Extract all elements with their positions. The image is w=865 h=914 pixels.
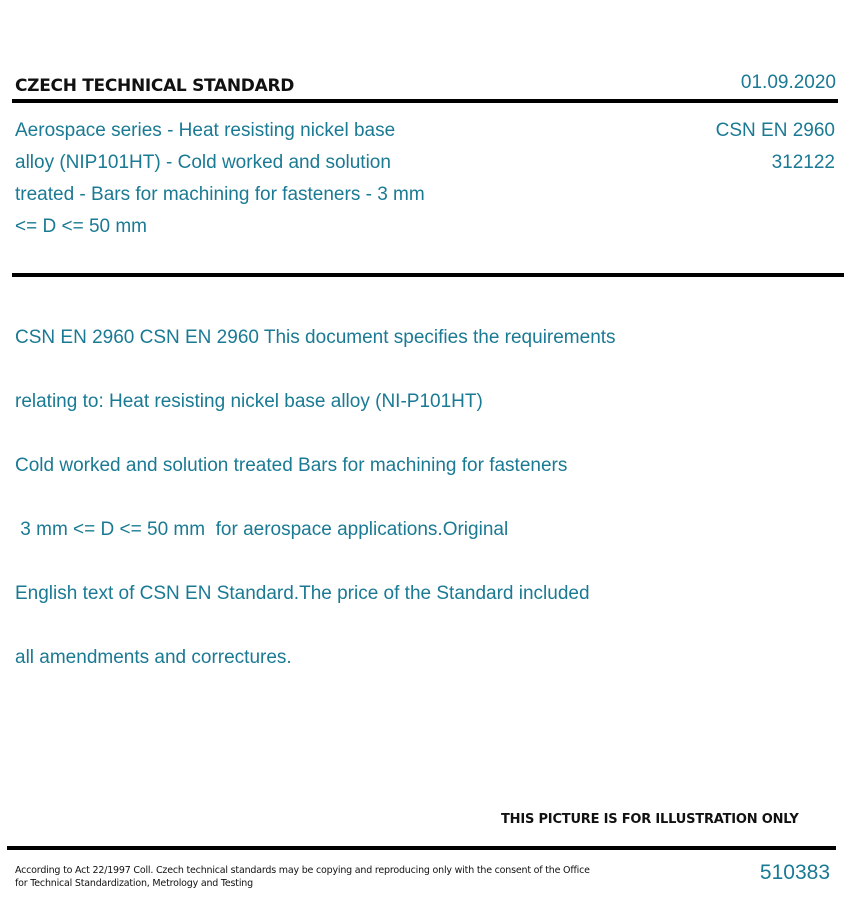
publication-date: 01.09.2020 [740,72,836,93]
description-line: all amendments and correctures. [15,647,292,668]
legal-notice-line: According to Act 22/1997 Coll. Czech technical standards may be copying and reproducing only with the consent of the Office [15,865,590,876]
description-line: 3 mm <= D <= 50 mm for aerospace applications.Original [15,519,509,540]
description [15,290,735,706]
standard-code-block [716,115,835,179]
document-id: 510383 [759,861,830,884]
description-line: English text of CSN EN Standard.The price of the Standard included [15,583,590,604]
legal-notice [15,864,595,890]
document-type-label: CZECH TECHNICAL STANDARD [15,76,295,96]
title-divider [12,273,844,277]
description-line: CSN EN 2960 CSN EN 2960 This document specifies the requirements [15,327,616,348]
standard-title: Aerospace series - Heat resisting nickel base alloy (NIP101HT) - Cold worked and solution treated - Bars for machining for fasteners - 3 mm <= D <= 50 mm [15,120,425,237]
description-line: relating to: Heat resisting nickel base alloy (NI-P101HT) [15,391,483,412]
footer-divider [7,846,836,850]
standard-code: CSN EN 2960 [715,120,835,141]
legal-notice-line: for Technical Standardization, Metrology and Testing [15,878,253,889]
classification-number: 312122 [771,152,835,173]
description-line: Cold worked and solution treated Bars for machining for fasteners [15,455,568,476]
illustration-note: THIS PICTURE IS FOR ILLUSTRATION ONLY [501,812,799,827]
header-divider [12,99,838,103]
